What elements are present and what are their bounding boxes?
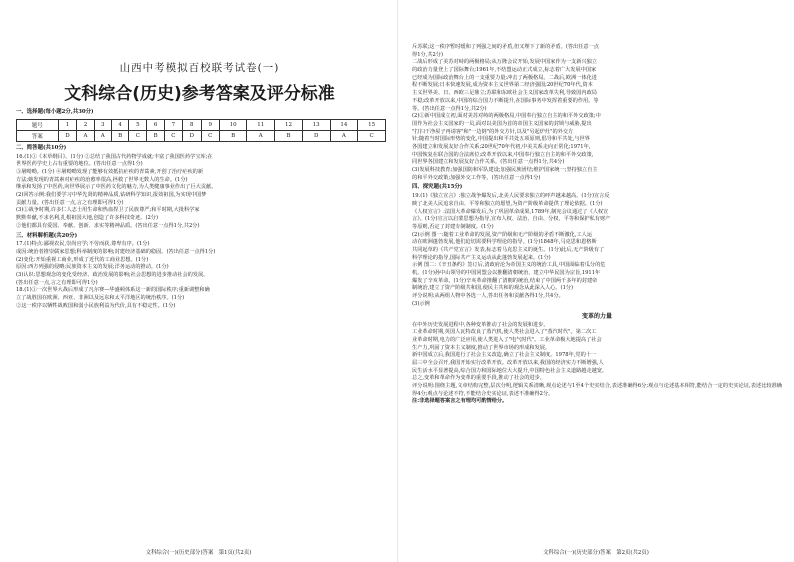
answer-line: 主义世界美、日、西欧三足鼎立;苏联和东欧社会主义国家改革失利,导致国内政局 — [412, 90, 597, 97]
answer-line: 方法;她发现的青蒿素对疟疾的治愈率很高,拯救了世界无数人的生命。(1分) — [16, 176, 188, 183]
section2-heading: 二、简答题(共10分) — [16, 144, 67, 151]
answer-line: 的和平外交政策;加强外交工作等。(答出任意一点得1分) — [412, 174, 541, 181]
answer-key-title: 文科综合(历史)参考答案及评分标准 — [64, 84, 335, 104]
essay-line: 新中国成立后,我国进行了社会主义改造,确立了社会主义制度。1978年,党的十一 — [412, 352, 597, 359]
answer-line: (3)①战争时期,许多仁人志士用生命和热血捍卫了民族尊严;和平时期,大批科学家 — [16, 207, 200, 214]
row-label-number: 题号 — [17, 119, 59, 130]
answer-line: 同世界各国建立和发展友好合作关系。(答出任意一点得1分,共4分) — [412, 159, 565, 166]
answer-line: 贡献力量。(答出任意一点,言之有理即可得1分) — [16, 199, 124, 206]
answer-cell: D — [58, 130, 77, 141]
answer-line: (2)示例 图一:随着工业革命的发展,资产阶级和无产阶级的矛盾不断激化,工人运 — [412, 231, 593, 238]
essay-title: 变革的力量 — [581, 312, 612, 320]
question-number-cell: 8 — [182, 119, 201, 130]
question-17-answer — [16, 241, 383, 287]
question-number-cell: 5 — [129, 119, 147, 130]
answer-cell: A — [77, 130, 94, 141]
answer-line: 言》。(1分)宣言以启蒙思想为指导,宣布人权、法治、自由、分权、平等和保护私有财产 — [412, 216, 611, 223]
answer-table-answer-row — [17, 130, 386, 141]
answer-line: (3)发展科技教育;加强国防和军队建设;加强民族团结;维护国家统一;坚持独立自主 — [412, 167, 598, 173]
answer-line: 科学理论的指导,国际共产主义运动从此蓬勃发展起来。(1分) — [412, 254, 551, 261]
question-number-cell: 11 — [247, 119, 275, 130]
answer-line: 中国恢复在联合国的合法席位;改革开放以来,中国奉行独立自主的和平外交政策, — [412, 151, 594, 158]
question-16-answer — [16, 154, 383, 231]
scoring-note: 评分说明:围绕主题,文章结构完整,层次分明,逻辑关系清晰,观点论述与1至4个史实结合,表述准确得6分;观点与论述基本相符,能结合一定的史实论证,表述比较准确得4分;观点与论述不符,不能结合史实论证,表述不准确得2分。 — [412, 383, 782, 397]
answer-line: 制统治,建立了资产阶级共和国,使民主共和的观念从此深入人心。(1分) — [412, 285, 574, 292]
answer-line: (2)①新中国成立初,面对美苏对峙的两极格局,中国奉行独立自主的和平外交政策;中 — [412, 113, 601, 120]
answer-line: 二战后形成了美苏对峙的两极格局;从万隆会议开始,发展中国家作为一支新兴独立 — [412, 59, 597, 66]
essay-line: 生产力,巩固了资本主义制度,推动了世界市场的形成和发展。 — [412, 344, 551, 351]
answer-line: (答出任意一点,言之有理即可得1分) — [16, 279, 98, 286]
essay-line: 总之,变革和革命作为变革的重要手段,推动了社会的进步。 — [412, 375, 545, 382]
question-18-continued — [412, 44, 782, 182]
answer-line: 等。(答出任意一点得1分,共2分) — [412, 105, 487, 112]
answer-line: (2)回答示例:我们要学习中华先贤的精神品质,钻研科学知识,报效祖国,为实现中国梦 — [16, 192, 207, 199]
question-number-cell: 4 — [111, 119, 128, 130]
essay-line: 在中外历史发展进程中,各种变革推动了社会的发展和进步。 — [412, 321, 549, 328]
answer-line: 立了战胜国在欧洲、西亚、非洲以及远东和太平洋地区的统治秩序。(1分) — [16, 295, 185, 302]
answer-cell: D — [182, 130, 201, 141]
answer-line: 继承和发扬了中医药,向世界展示了中医药文化的魅力,为人类健康事业作出了巨大贡献。 — [16, 184, 217, 191]
essay-line: 民生活水平显著提高,综合国力和国际地位大大提升,中国特色社会主义道路越走越宽。 — [412, 367, 608, 374]
question-number-cell: 15 — [358, 119, 386, 130]
answer-line: ②这一秩序以牺牲战败国和弱小民族利益为代价,具有不稳定性。(1分) — [16, 302, 176, 309]
answer-line: (2)变化:开始重视工商业,形成了近代的工商业思想。(1分) — [16, 256, 149, 263]
page2-footer: 文科综合(一)(历史部分)答案 第2页(共2页) — [543, 550, 649, 556]
answer-line: 世界医药学史上占有重要的地位。(答出任意一点得1分) — [16, 161, 143, 168]
question-18-answer — [16, 287, 383, 310]
exam-title: 山西中考模拟百校联考试卷(一) — [119, 62, 280, 74]
question-number-cell: 6 — [147, 119, 164, 130]
question-number-cell: 9 — [201, 119, 219, 130]
question-number-cell: 3 — [94, 119, 111, 130]
answer-line: 斥苏联;这一秩序暂时缓和了列强之间的矛盾,但又埋下了新的矛盾。(答出任意一点 — [412, 44, 599, 50]
question-number-cell: 10 — [219, 119, 247, 130]
answer-line: 爆发了辛亥革命。(1分)辛亥革命推翻了清朝的统治,结束了中国两千多年的封建帝 — [412, 277, 598, 284]
essay-line: 工业革命时期,英国人瓦特改良了蒸汽机,使人类社会进入了"蒸汽时代"。第二次工 — [412, 329, 597, 336]
answer-line: 的政治力量登上了国际舞台;1961年,不结盟运动正式成立,标志着广大发展中国家 — [412, 67, 597, 74]
essay-label: (3)示例 — [412, 300, 430, 307]
answer-line: "打扫干净屋子再请客"和"一边倒"的外交方针,以及"另起炉灶"的外交方 — [412, 128, 574, 135]
answer-cell: D — [302, 130, 330, 141]
answer-cell: B — [219, 130, 247, 141]
answer-line: 国作为社会主义国家的一员,面对以美国为首的帝国主义国家的封锁与威胁,提出 — [412, 120, 592, 127]
answer-line: 默默奉献,不求名利,扎根祖国大地,创造了许多科技奇迹。(2分) — [16, 215, 158, 222]
section1-heading: 一、选择题(每小题2分,共30分) — [16, 109, 94, 115]
answer-cell: C — [164, 130, 182, 141]
answer-line: 原因:西方列强的侵略;民族资本主义的发展;洋务运动的推动。(1分) — [16, 264, 169, 271]
question-number-cell: 14 — [330, 119, 358, 130]
answer-line: 16.(1)①《本草纲目》。(1分) ②总结了我国古代药物学成就;丰富了我国医药学宝库;在 — [16, 153, 213, 160]
answer-cell: C — [358, 130, 386, 141]
answer-line: 已经成为国际政治舞台上的一支重要力量;冲击了两极格局。二战后,欧洲一体化进 — [412, 74, 597, 81]
answer-line: 动在欧洲蓬勃发展,他们迫切需要科学理论的指导。(1分)1848年,马克思和恩格斯 — [412, 239, 597, 246]
answer-line: (3)认识:思想观念的变化受经济、政治发展的影响;社会思想的进步推动社会的发展。 — [16, 272, 209, 279]
question-number-cell: 13 — [302, 119, 330, 130]
question-number-cell: 1 — [58, 119, 77, 130]
answer-cell: A — [247, 130, 275, 141]
answer-cell: B — [147, 130, 164, 141]
answer-cell: A — [330, 130, 358, 141]
final-note: 注:非选择题答案言之有理均可酌情给分。 — [412, 398, 508, 405]
page1-footer: 文科综合(一)(历史部分)答案 第1页(共2页) — [145, 550, 252, 556]
answer-table — [16, 119, 386, 142]
section4-heading: 四、探究题(共15分) — [412, 184, 463, 191]
answer-line: 机。(1分)孙中山领导的中国同盟会以推翻清朝统治、建立中华民国为宗旨,1911年 — [412, 270, 601, 277]
answer-cell: C — [129, 130, 147, 141]
answer-line: 各国建立和发展友好合作关系;20世纪70年代初,中美关系走向正常化;1971年, — [412, 143, 591, 150]
essay-line: 届三中全会召开,我国开始实行改革开放。改革开放以来,我国的经济实力不断增强,人 — [412, 359, 604, 366]
answer-cell: C — [201, 130, 219, 141]
answer-line: 得1分,共2分) — [412, 51, 444, 58]
answer-line: 示例 图二:《辛丑条约》签订后,清政府沦为帝国主义的统治工具,中国面临着瓜分的危 — [412, 262, 606, 269]
essay-line: 业革命时期,电力的广泛应用,使人类进入了"电气时代"。工业革命极大地提高了社会 — [412, 336, 602, 343]
answer-line: 19.(1)《独立宣言》:独立战争爆发后,北美人民要求独立的呼声越来越高。(1分)宣言反 — [412, 193, 610, 200]
answer-cell: A — [94, 130, 111, 141]
answer-line: 不稳;改革开放以来,中国的综合国力不断提升,在国际事务中发挥着重要的作用。等 — [412, 97, 599, 104]
answer-line: ③屠呦呦。(1分) ④屠呦呦发现了能够有效抵抗疟疾的青蒿素,开创了治疗疟疾的新 — [16, 169, 204, 176]
answer-line: 《人权宣言》:法国大革命爆发后,为了巩固革命成果,1789年,制宪会议通过了《人权宣 — [412, 208, 609, 215]
question-number-cell: 7 — [164, 119, 182, 130]
answer-cell: B — [111, 130, 128, 141]
answer-table-number-row — [17, 119, 386, 130]
answer-cell: B — [275, 130, 303, 141]
right-page — [397, 0, 794, 562]
answer-line: 17.(1)特点:鄙视农民,崇尚官学;不劳而获,尊卑有序。(1分) — [16, 241, 150, 248]
answer-line: 针;随着当时国际形势的变化,中国提出和平共处五项原则,倡导和平共处,与世界 — [412, 136, 590, 143]
question-number-cell: 12 — [275, 119, 303, 130]
row-label-answer: 答案 — [17, 130, 59, 141]
question-number-cell: 2 — [77, 119, 94, 130]
answer-line: 映了北美人民追求自由、平等和独立的愿望,为资产阶级革命提供了理论依据。(1分) — [412, 200, 603, 207]
answer-line: 共同起草的《共产党宣言》发表,标志着马克思主义的诞生。(1分)此后,无产阶级有了 — [412, 247, 605, 254]
question-19-answer — [412, 193, 782, 301]
answer-line: 评分说明:从两组人物中各选一人,答出任务和贡献各得1分,共4分。 — [412, 293, 564, 300]
answer-line: 成因:统治者推崇儒家思想;科举制度的影响;封建经济基础的稳固。(答出任意一点得1分) — [16, 249, 216, 256]
section3-heading: 三、材料解析题(共20分) — [16, 232, 78, 239]
answer-line: ②他们都具有爱国、奉献、创新、求实等精神品质。(答出任意一点得1分,共2分) — [16, 222, 200, 229]
essay-body — [412, 322, 782, 384]
answer-line: 18.(1)①一次世界大战后形成了凡尔赛—华盛顿体系这一新的国际秩序;重新调整和确 — [16, 287, 210, 294]
answer-line: 等原则,否定了封建专制制度。(1分) — [412, 223, 494, 230]
answer-line: 程不断发展;日本快速发展,成为资本主义世界第二经济强国;20世纪70年代,资本 — [412, 82, 593, 89]
